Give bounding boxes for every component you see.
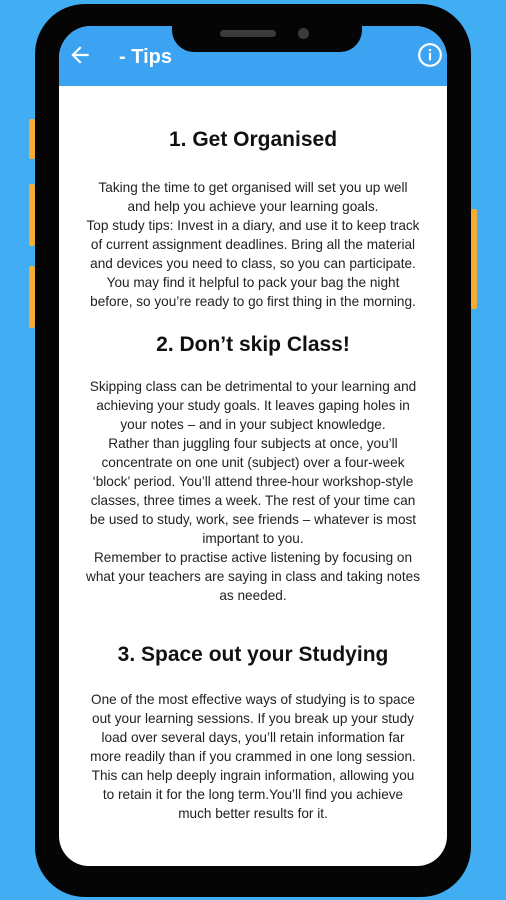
volume-down-button (29, 266, 35, 328)
power-button (471, 209, 477, 309)
phone-notch (172, 26, 362, 52)
info-circle-icon[interactable] (417, 42, 443, 68)
section-body-get-organised: Taking the time to get organised will set you up well and help you achieve your learning goals. Top study tips: Invest in a diary, and use it to keep track of current assignment deadlines. Bring all the material and devices you need to class, so you can participate. You may find it helpful to pack your bag the night before, so you’re ready to go first thing in the morning. (86, 180, 420, 309)
section-body-space-out-studying: One of the most effective ways of studying is to space out your learning sessions. If you break up your study load over several days, you’ll retain information far more readily than if you crammed in one long session. This can help deeply ingrain information, allowing you to retain it for the long term.You’ll find you achieve much better results for it. (90, 692, 416, 821)
section-title-space-out-studying: 3. Space out your Studying (117, 643, 389, 666)
section-title-dont-skip-class: 2. Don’t skip Class! (156, 333, 350, 356)
volume-up-button (29, 184, 35, 246)
section-body-dont-skip-class: Skipping class can be detrimental to your learning and achieving your study goals. It leaves gaping holes in your notes – and in your subject knowledge. Rather than juggling four subjects at once, you’ll concentrate on one unit (subject) over a four-week ‘block’ period. You’ll attend three-hour workshop-style classes, three times a week. The rest of your time can be used to study, work, see friends – whatever is most important to you. Remember to practise active listening by focusing on what your teachers are saying in class and taking notes as needed. (86, 379, 420, 603)
speaker-grille (220, 30, 276, 37)
volume-button (29, 119, 35, 159)
app-screen (59, 26, 447, 866)
arrow-left-icon[interactable] (67, 42, 93, 68)
app-bar-title: - Tips (119, 46, 172, 68)
section-title-get-organised: 1. Get Organised (168, 128, 338, 151)
camera-icon (298, 28, 309, 39)
